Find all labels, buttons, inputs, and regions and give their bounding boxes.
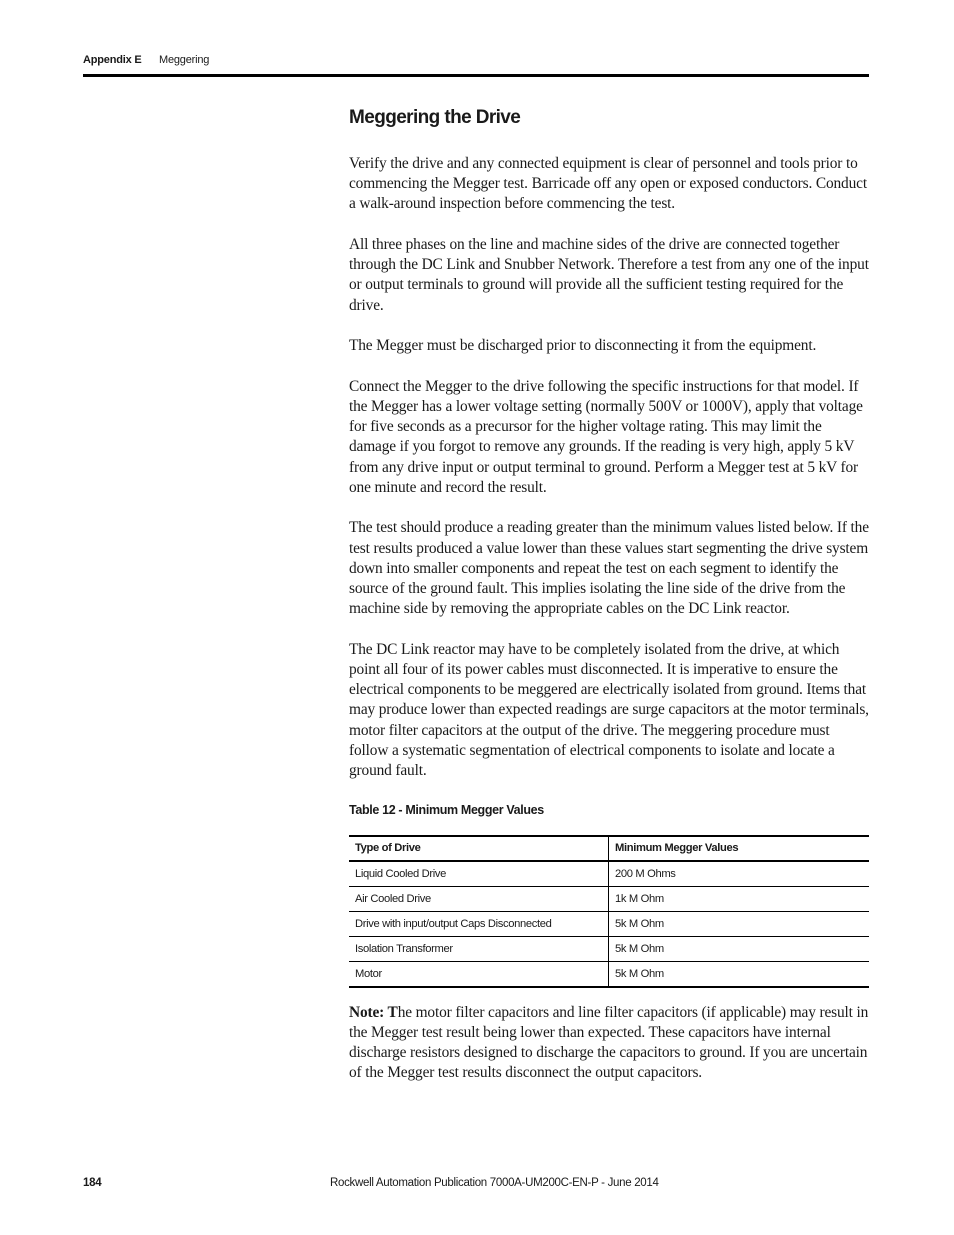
table-row xyxy=(349,886,869,911)
paragraph: The DC Link reactor may have to be completely isolated from the drive, at which point all four of its power cables must disconnected. It is imperative to ensure the electrical components to be meggered are electrically isolated from ground. Items that may produce lower than expected readings are surge capacitors at the motor terminals, motor filter capacitors at the output of the drive. The meggering procedure must follow a systematic segmentation of electrical components to isolate and locate a ground fault. xyxy=(349,640,869,780)
note-text: he motor filter capacitors and line filter capacitors (if applicable) may result in the Megger test result being lower than expected. These capacitors have internal discharge resistors designed to discharge the capacitors to ground. If you are uncertain of the Megger test results disconnect the output capacitors. xyxy=(349,1003,869,1082)
note-label: Note: T xyxy=(349,1003,398,1021)
note-paragraph xyxy=(349,1003,869,1084)
paragraph: Connect the Megger to the drive following the specific instructions for that model. If the Megger has a lower voltage setting (normally 500V or 1000V), apply that voltage for five seconds as a precursor for the higher voltage rating. This may limit the damage if you forgot to remove any grounds. If the reading is very high, apply 5 kV from any drive input or output terminal to ground. Perform a Megger test at 5 kV for one minute and record the result. xyxy=(349,377,863,496)
column-header-minimum-megger-values: Minimum Megger Values xyxy=(615,842,739,855)
main-content xyxy=(349,105,869,1083)
table-row xyxy=(349,911,869,936)
table-row xyxy=(349,861,869,887)
paragraph: The test should produce a reading greater than the minimum values listed below. If the test results produced a value lower than these values start segmenting the drive system down into smaller components and repeat the test on each segment to identify the source of the ground fault. This implies isolating the line side of the drive from the machine side by removing the appropriate cables on the DC Link reactor. xyxy=(349,519,869,618)
table-row xyxy=(349,961,869,987)
megger-values-table xyxy=(349,835,869,988)
header-section-label: Meggering xyxy=(159,54,210,66)
table-cell-megger-value: 5k M Ohm xyxy=(615,967,664,980)
table-cell-drive-type: Motor xyxy=(349,961,609,987)
table-row xyxy=(349,936,869,961)
header-divider xyxy=(83,74,869,77)
running-header xyxy=(83,53,869,75)
table-cell-drive-type: Liquid Cooled Drive xyxy=(349,861,609,887)
table-cell-drive-type: Isolation Transformer xyxy=(349,936,609,961)
table-cell-megger-value: 1k M Ohm xyxy=(615,892,664,905)
table-cell-megger-value: 5k M Ohm xyxy=(615,942,664,955)
header-appendix-label: Appendix E xyxy=(83,54,142,66)
page-number: 184 xyxy=(83,1177,102,1189)
table-cell-drive-type: Drive with input/output Caps Disconnected xyxy=(349,911,609,936)
publication-info: Rockwell Automation Publication 7000A-UM200C-EN-P - June 2014 xyxy=(330,1177,659,1189)
table-cell-megger-value: 5k M Ohm xyxy=(615,917,664,930)
table-header-row xyxy=(349,836,869,861)
paragraph: Verify the drive and any connected equipment is clear of personnel and tools prior to commencing the Megger test. Barricade off any open or exposed conductors. Conduct a walk-around inspection before commencing the test. xyxy=(349,155,867,213)
paragraph: All three phases on the line and machine sides of the drive are connected together through the DC Link and Snubber Network. Therefore a test from any one of the input or output terminals to ground will provide all the sufficient testing required for the drive. xyxy=(349,236,869,314)
paragraph: The Megger must be discharged prior to disconnecting it from the equipment. xyxy=(349,337,817,355)
page-title: Meggering the Drive xyxy=(349,107,521,128)
table-caption: Table 12 - Minimum Megger Values xyxy=(349,802,544,817)
column-header-type-of-drive: Type of Drive xyxy=(349,836,609,861)
table-cell-megger-value: 200 M Ohms xyxy=(615,867,676,880)
table-cell-drive-type: Air Cooled Drive xyxy=(349,886,609,911)
